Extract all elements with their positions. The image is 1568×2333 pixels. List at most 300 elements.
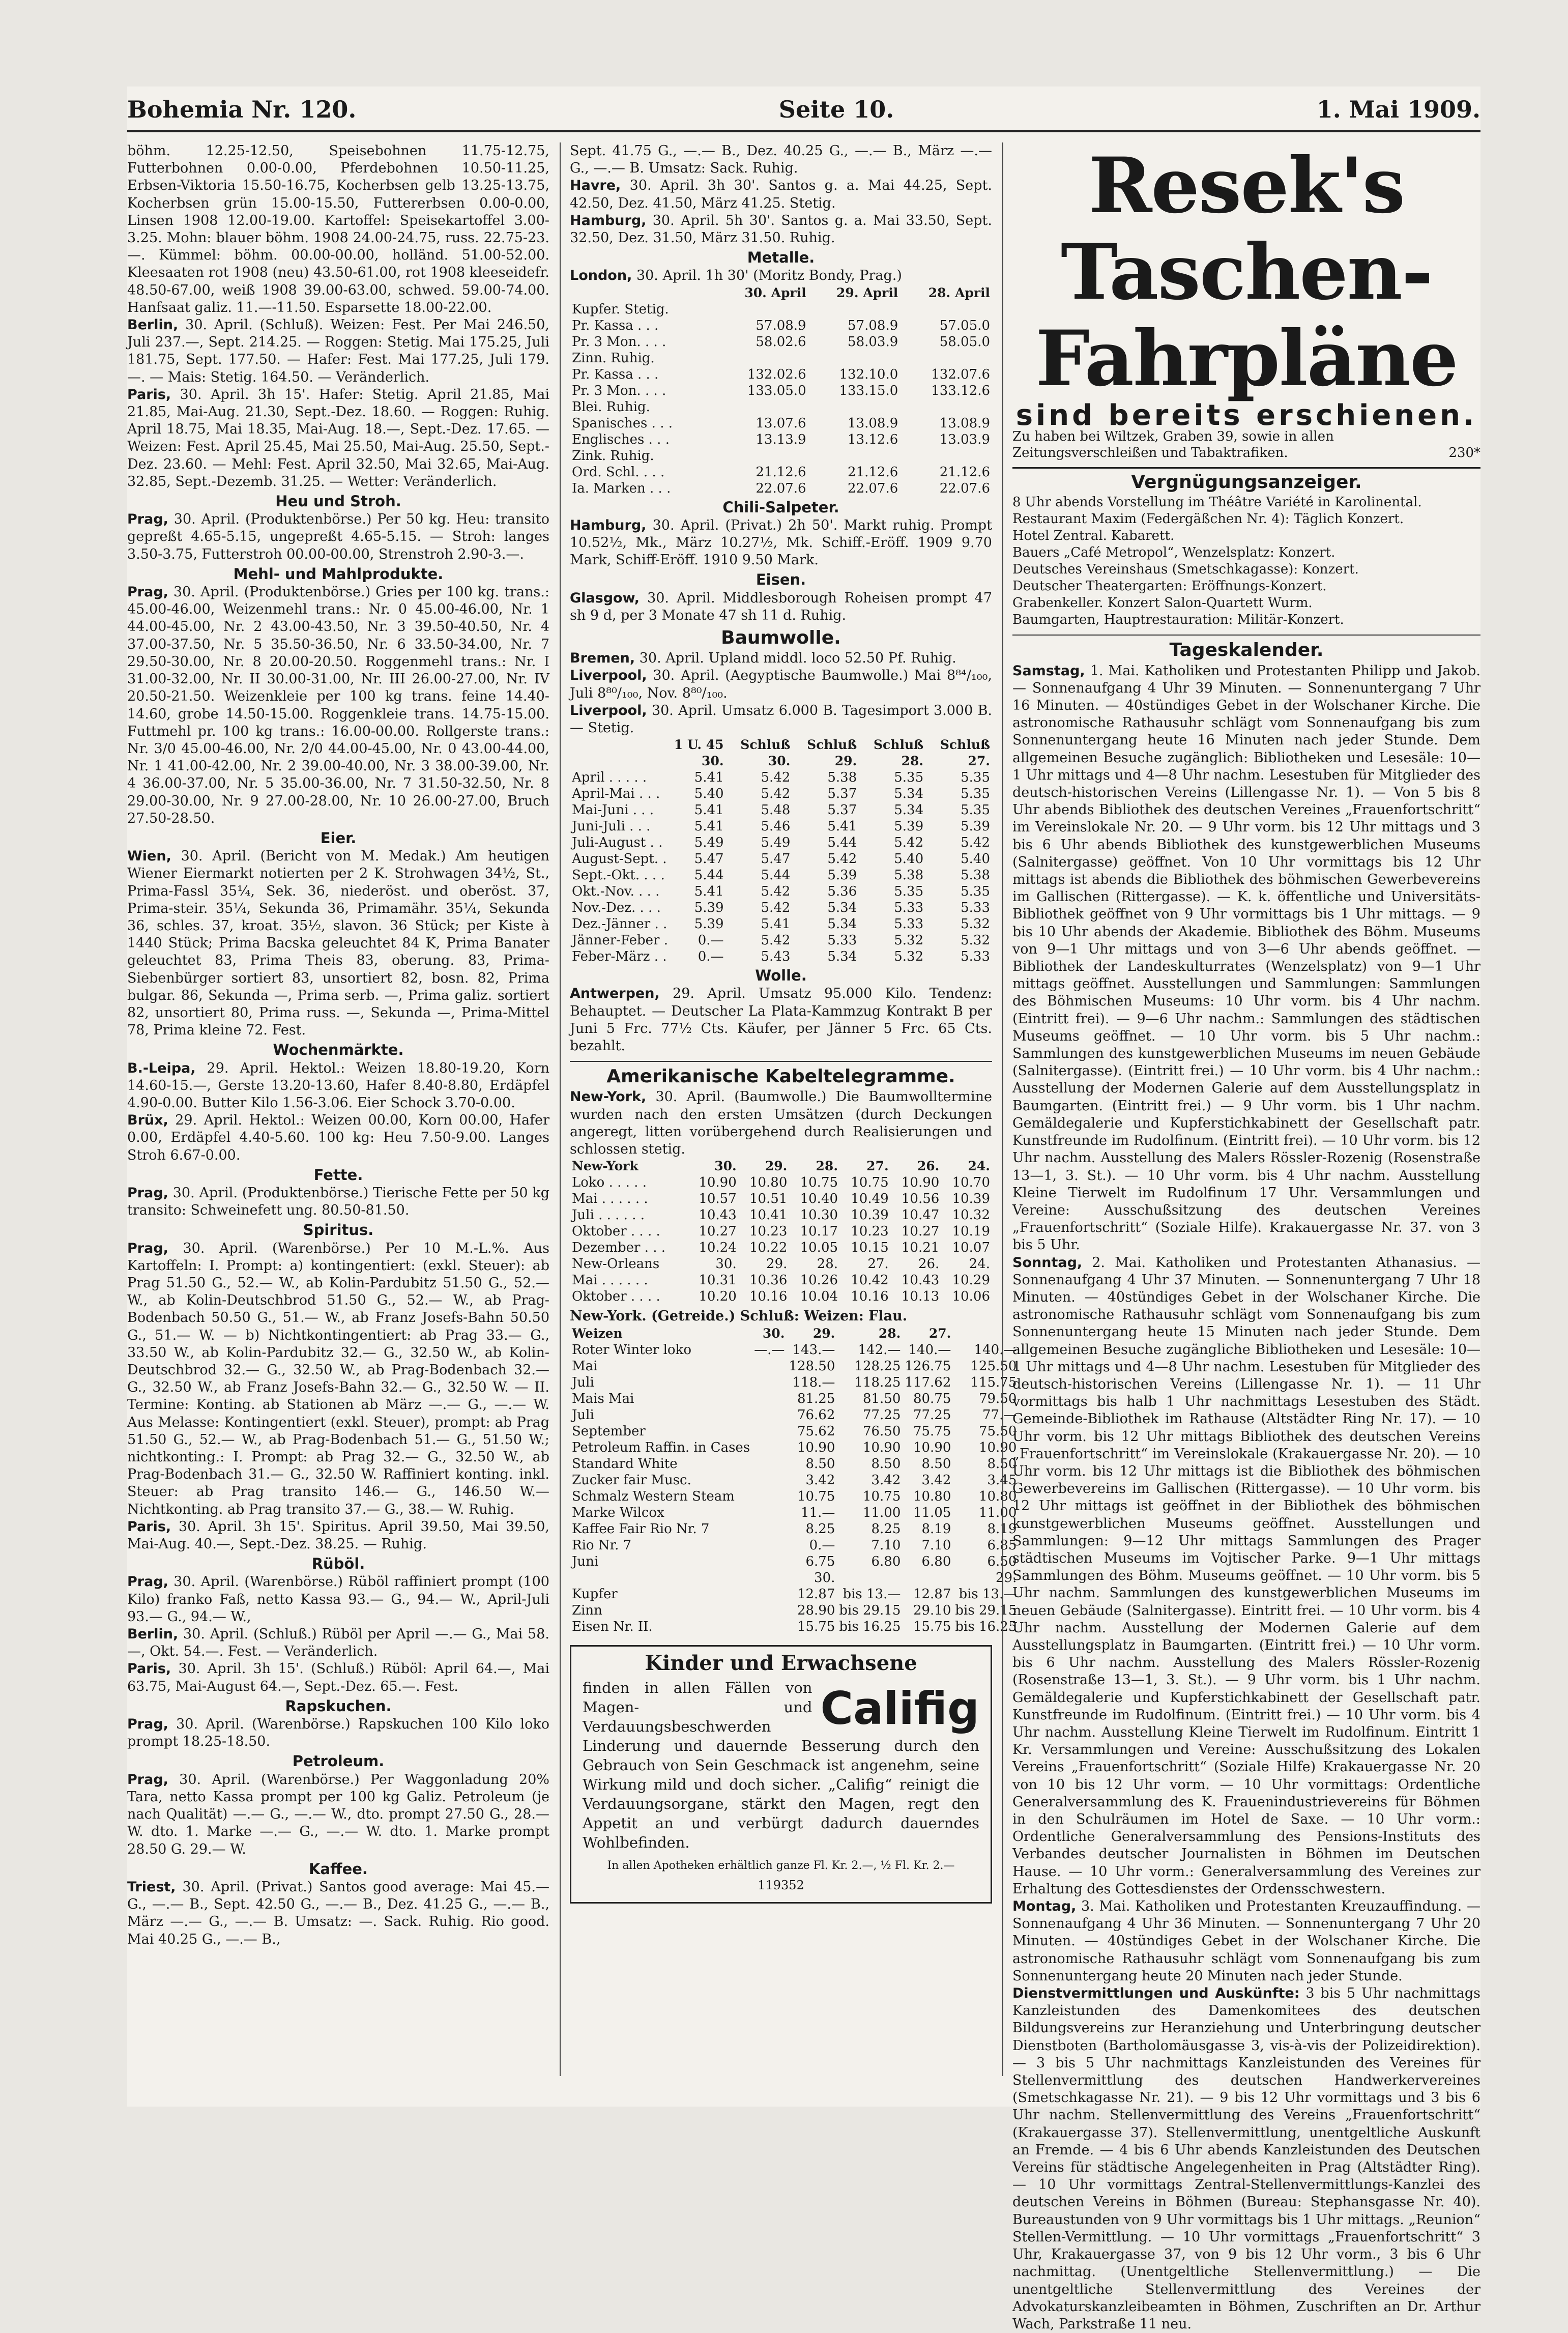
table-cell: 5.41	[761, 916, 791, 932]
table-cell: 29.	[996, 1570, 1017, 1586]
table-cell: 3.42	[805, 1472, 835, 1488]
table-cell: 77.25	[862, 1407, 901, 1423]
table-cell: 132.02.6	[747, 366, 806, 382]
table-cell: Kupfer	[572, 1586, 618, 1602]
table-cell: 10.27	[901, 1224, 940, 1240]
table-cell: 21.12.6	[939, 464, 990, 480]
table-cell: 81.50	[862, 1391, 901, 1406]
table-cell: 5.48	[761, 802, 791, 818]
table-cell	[903, 1570, 953, 1586]
ruboel-paris: Paris, 30. April. 3h 15'. (Schluß.) Rüböl: April 64.—, Mai 63.75, Mai-August 64.—, Sept.-Dez. 65.—. Fest.	[127, 1661, 549, 1694]
resek-title-1: Resek's	[1088, 141, 1405, 231]
table-cell: 8.50	[805, 1456, 835, 1472]
table-cell: 125.50	[970, 1358, 1017, 1374]
table-cell: 5.32	[894, 949, 924, 965]
leipa-report: B.-Leipa, 29. April. Hektol.: Weizen 18.80-19.20, Korn 14.60-15.—, Gerste 13.20-13.60, Hafer 8.40-8.80, Erdäpfel 4.90-0.00. Butter Kilo 1.56-3.06. Eier Schock 3.70-0.00.	[127, 1060, 549, 1111]
table-cell: Sept.-Okt. . . .	[572, 868, 665, 883]
table-cell: Jänner-Feber .	[572, 933, 669, 948]
section-title-baumwolle: Baumwolle.	[721, 627, 841, 649]
table-cell: 79.50	[978, 1391, 1017, 1406]
table-cell	[900, 448, 992, 464]
table-cell: 142.—	[858, 1342, 901, 1358]
table-cell: bis 13.—	[843, 1586, 901, 1602]
table-cell: 5.32	[961, 933, 990, 948]
table-cell: Ia. Marken . . .	[572, 480, 671, 496]
table-header-cell: 29. April	[836, 285, 898, 300]
table-cell: 10.36	[749, 1273, 788, 1288]
table-cell: 8.50	[987, 1456, 1017, 1472]
table-row	[570, 464, 992, 480]
table-cell: Pr. 3 Mon. . . .	[572, 383, 666, 398]
table-cell: Eisen Nr. II.	[572, 1619, 653, 1634]
table-header-cell: Schluß 29.	[807, 737, 857, 769]
table-cell: 28.	[817, 1256, 838, 1272]
table-cell: 10.56	[901, 1191, 940, 1207]
mehl-report: Prag, 30. April. (Produktenbörse.) Gries per 100 kg. trans.: 45.00-46.00, Weizenmehl trans.: Nr. 0 45.00-46.00, Nr. 1 44.00-45.00, Nr. 2 43.00-43.50, Nr. 3 39.50-40.50, Nr. 4 37.00-37.50, Nr. 5 35.50-36.50, Nr. 6 33.50-34.00, Nr. 7 29.50-30.00, Nr. 8 20.00-20.50. Roggenmehl trans.: Nr. I 31.00-32.00, Nr. II 30.00-31.00, Nr. III 26.00-27.00, Nr. IV 20.50-21.50. Weizenkleie per 100 kg trans. feine 14.40-14.60, grobe 14.50-15.00. Roggenkleie trans. 14.75-15.00. Futtmehl pr. 100 kg trans.: 16.00-00.00. Rollgerste trans.: Nr. 3/0 45.00-46.00, Nr. 2/0 44.00-45.00, Nr. 0 43.00-44.00, Nr. 1 41.00-42.00, Nr. 2 39.00-40.00, Nr. 3 38.00-39.00, Nr. 4 36.00-37.00, Nr. 5 35.00-36.00, Nr. 7 31.50-32.50, Nr. 8 29.00-30.00, Nr. 9 27.00-28.00, Nr. 10 26.00-27.00, Bruch 27.50-28.50.	[127, 584, 549, 826]
table-cell: 57.05.0	[939, 318, 990, 333]
table-row	[570, 932, 992, 948]
table-header-cell: Weizen	[572, 1326, 623, 1341]
list-item: Grabenkeller. Konzert Salon-Quartett Wurm.	[1012, 595, 1313, 611]
metalle-london: London, 30. April. 1h 30' (Moritz Bondy, Prag.)	[570, 268, 902, 284]
table-cell: 26.	[918, 1256, 940, 1272]
table-header-cell: 26.	[917, 1159, 940, 1174]
table-cell: Mai . . . . . .	[572, 1191, 648, 1207]
table-cell: Ord. Schl. . . .	[572, 464, 665, 480]
table-cell: 5.33	[827, 933, 857, 948]
table-cell: 12.87	[797, 1586, 835, 1602]
table-cell: 5.44	[827, 835, 857, 851]
table-header-row	[570, 285, 992, 301]
table-cell: 3.42	[921, 1472, 951, 1488]
table-cell: 5.34	[894, 802, 924, 818]
table-cell: 27.	[867, 1256, 889, 1272]
table-cell: Roter Winter loko	[572, 1342, 691, 1358]
table-cell: 10.75	[797, 1488, 835, 1504]
table-cell: 5.35	[961, 802, 990, 818]
table-cell: 10.24	[699, 1240, 737, 1256]
dienstvermittlung: Dienstvermittlungen und Auskünfte: 3 bis 5 Uhr nachmittags Kanzleistunden des Damenkomitees des deutschen Bildungsvereins zur Heranziehung und Unterbringung deutscher Dienstboten (Bartholomäusgasse 3, vis-à-vis der Polizeidirektion). — 3 bis 5 Uhr nachmittags Kanzleistunden des Vereines für Stellenvermittlung des deutschen Handwerkervereines (Smetschkagasse Nr. 21). — 9 bis 12 Uhr vormittags und 3 bis 6 Uhr nachm. Stellenvermittlung des Vereins „Frauenfortschritt“ (Krakauergasse 37). Stellenvermittlung, unentgeltliche Auskunft an Fremde. — 4 bis 6 Uhr abends Kanzleistunden des Deutschen Vereins für städtische Angelegenheiten in Prag (Altstädter Ring). — 10 Uhr vormittags Zentral-Stellenvermittlungs-Kanzlei des deutschen Vereins in Böhmen (Bureau: Stephansgasse Nr. 40). Bureaustunden von 9 Uhr vormittags bis 1 Uhr mittags. „Reunion“ Stellen-Vermittlung. — 10 Uhr vormittags „Frauenfortschritt“ 3 Uhr, Krakauergasse 37, von 9 bis 12 Uhr vorm., 3 bis 6 Uhr nachmittag. (Unentgeltliche Stellenvermittlung.) — Die unentgeltliche Stellenvermittlung des Vereines der Advokaturskanzleibeamten in Böhmen, Zuschriften an Dr. Arthur Wach, Parkstraße 11 neu.	[1012, 1985, 1481, 2332]
table-row	[570, 1391, 1019, 1407]
table-cell	[808, 448, 901, 464]
table-cell: bis 29.15	[955, 1602, 1017, 1618]
table-cell: 13.03.9	[939, 431, 990, 447]
table-cell: 5.35	[961, 786, 990, 802]
brux-report: Brüx, 29. April. Hektol.: Weizen 00.00, Korn 00.00, Hafer 0.00, Erdäpfel 4.40-5.60. 100 kg: Heu 7.50-9.00. Langes Stroh 6.67-0.00.	[127, 1112, 549, 1163]
table-cell: Dez.-Jänner . .	[572, 916, 667, 932]
califig-advertisement	[570, 1645, 992, 1904]
section-title-heu: Heu und Stroh.	[275, 493, 401, 510]
table-cell	[900, 350, 992, 366]
califig-text: finden in allen Fällen von Magen- und Verdauungsbeschwerden Linderung und dauernde Besserung durch den Gebrauch von Sein Geschmack ist angenehm, seine Wirkung mild und doch sicher. „Califig“ reinigt die Verdauungsorgane, stärkt den Magen, regt den Appetit an und verbürgt dadurch dauerndes Wohlbefinden.	[583, 1679, 979, 1851]
tag-sonntag: Sonntag, 2. Mai. Katholiken und Protestanten Athanasius. — Sonnenaufgang 4 Uhr 37 Minuten. — Sonnenuntergang 7 Uhr 18 Minuten. — 40stündiges Gebet in der Wolschaner Kirche. Die astronomische Rathausuhr schlägt vom Sonnenaufgang bis zum Sonnenuntergang heute 15 Minuten nach jeder Stunde. Dem allgemeinen Besuche zugängliche Bibliotheken und Lesesäle: 10—1 Uhr mittags und 4—8 Uhr nachm. Lesestuben für Mitglieder des deutsch-historischen Vereins (Lillengasse Nr. 1). — 11 Uhr vormittags bis halb 1 Uhr nachmittags Lesestuben des Städt. Gemeinde-Bibliothek im Rathause (Altstädter Ring Nr. 17). — 10 Uhr vorm. bis 12 Uhr mittags Bibliothek des deutschen Vereins „Frauenfortschritt“ im Vereinslokale (Krakauergasse Nr. 20). — 10 Uhr vorm. bis 12 Uhr mittags ist die Bibliothek des böhmischen Gewerbevereins im Gallischen (Rittergasse). — 10 Uhr vorm. bis 12 Uhr mittags ist geöffnet in der Bibliothek des böhmischen kunstgewerblichen Museums geöffnet. Ausstellungen und Sammlungen: 9—12 Uhr mittags Sammlungen des Prager städtischen Museums im Vojtischer Parke. 9—1 Uhr mittags Sammlungen des Böhm. Museums geöffnet. — 10 Uhr vorm. bis 5 Uhr nachm. Sammlungen des kunstgewerblichen Museums im neuen Gebäude (Salnitergasse). Eintritt frei. — 10 Uhr vorm. bis 4 Uhr nachm. Ausstellung der Modernen Galerie auf dem Ausstellungsplatz in Baumgarten. (Eintritt frei.) — 10 Uhr vorm. bis 6 Uhr nachm. Ausstellung des Malers Rössler-Rozenig (Rosenstraße 13—1, 3. St.). — 9 Uhr vorm. bis 1 Uhr nachm. Gemäldegalerie und Kupferstichkabinett der Gesellschaft patr. Kunstfreunde im Rudolfinum. (Eintritt frei.) — 10 Uhr vorm. bis 4 Uhr nachm. Ausstellung Kleine Tierwelt im Rudolfinum. Eintritt 1 Kr. Versammlungen und Vereine: Ausschußsitzung des Lokalen Vereins „Frauenfortschritt“ (Soziale Hilfe) Krakauergasse Nr. 20 von 10 bis 12 Uhr vorm. — 10 Uhr vormittags: Ordentliche Generalversammlung des K. Frauenindustrievereins für Böhmen in den Schulräumen im Hotel de Saxe. — 10 Uhr vorm.: Ordentliche Generalversammlung des Pensions-Instituts des Verbandes deutscher Journalisten in Böhmen im Deutschen Hause. — 10 Uhr vorm.: Generalversammlung des Vereines zur Erhaltung des Gottesdienstes der Ordensschwestern.	[1012, 1254, 1480, 1897]
table-cell: 126.75	[905, 1358, 951, 1374]
table-cell: 8.19	[921, 1521, 951, 1537]
vergnuegung-list	[1012, 494, 1480, 628]
table-cell: 21.12.6	[848, 464, 898, 480]
table-cell: 12.87	[913, 1586, 951, 1602]
table-cell: 5.43	[761, 949, 791, 965]
table-cell: 8.25	[805, 1521, 835, 1537]
table-row	[570, 834, 992, 851]
table-cell: 143.—	[792, 1342, 835, 1358]
table-row	[570, 867, 992, 883]
table-row	[570, 1553, 1019, 1570]
table-cell: 10.80	[913, 1488, 951, 1504]
section-title-vergnuegung: Vergnügungsanzeiger.	[1131, 472, 1362, 493]
table-cell: 13.08.9	[939, 415, 990, 431]
table-cell: 5.40	[894, 851, 924, 867]
table-cell: 117.62	[905, 1374, 951, 1390]
table-row	[570, 1472, 1019, 1488]
table-header-cell: 27.	[928, 1326, 951, 1341]
table-cell: 5.33	[894, 900, 924, 916]
list-item: Deutscher Theatergarten: Eröffnungs-Konzert.	[1012, 579, 1327, 594]
table-cell: 5.34	[827, 916, 857, 932]
table-cell: 3.45	[987, 1472, 1017, 1488]
kaffee-cont: Sept. 41.75 G., —.— B., Dez. 40.25 G., —.— B., März —.— G., —.— B. Umsatz: Sack. Ruhig.	[570, 143, 992, 177]
table-cell: 77.—	[982, 1407, 1017, 1423]
table-cell	[752, 1505, 787, 1521]
table-cell: Blei. Ruhig.	[572, 399, 650, 415]
table-cell: 10.57	[699, 1191, 737, 1207]
ny-grain-title: New-York. (Getreide.) Schluß: Weizen: Flau.	[570, 1308, 908, 1324]
table-cell: 10.15	[851, 1240, 889, 1256]
section-title-chili: Chili-Salpeter.	[722, 498, 839, 516]
table-row	[570, 1374, 1019, 1391]
table-cell: Juli . . . . . .	[572, 1207, 645, 1223]
table-cell: 133.15.0	[839, 383, 898, 398]
table-cell: 5.39	[961, 819, 990, 834]
table-cell: 10.04	[800, 1289, 838, 1305]
ny-cotton-text: New-York, 30. April. (Baumwolle.) Die Baumwolltermine wurden nach den ersten Umsätzen (durch Deckungen angeregt, litten vorübergehend durch Realisierungen und schlossen stetig.	[570, 1089, 992, 1158]
table-cell: 5.38	[894, 868, 924, 883]
table-cell: 5.35	[961, 770, 990, 786]
eisen-report: Glasgow, 30. April. Middlesborough Roheisen prompt 47 sh 9 d, per 3 Monate 47 sh 11 d. Ruhig.	[570, 590, 992, 623]
table-cell: New-Orleans	[572, 1256, 660, 1272]
table-cell: 5.37	[827, 786, 857, 802]
table-row	[570, 786, 992, 802]
resek-title-2: Taschen-	[1060, 227, 1433, 317]
table-cell: 10.05	[800, 1240, 838, 1256]
table-cell: 132.10.0	[839, 366, 898, 382]
table-header-cell: 30.	[762, 1326, 785, 1341]
baumwolle-bremen: Bremen, 30. April. Upland middl. loco 52.50 Pf. Ruhig.	[570, 650, 956, 667]
table-cell: Zinn. Ruhig.	[572, 350, 655, 366]
table-cell: Zinn	[572, 1602, 602, 1618]
spiritus-prag: Prag, 30. April. (Warenbörse.) Per 10 M.-L.%. Aus Kartoffeln: I. Prompt: a) kontingentiert: (exkl. Steuer): ab Prag 51.50 G., 52.— W., ab Kolin-Pardubitz 51.50 G., 52.— W., ab Kolin-Deutschbrod 51.50 G., 52.— W., ab Prag-Bodenbach 50.50 G., 51.— W., ab Franz Josefs-Bahn 50.50 G., 51.— W. — b) Nichtkontingentiert: ab Prag 33.— G., 33.50 W., ab Kolin-Pardubitz 32.— G., 32.50 W., ab Kolin-Deutschbrod 32.— G., 32.50 W., ab Prag-Bodenbach 32.— G., 32.50 W., ab Franz Josefs-Bahn 32.— G., 32.50 W. — II. Termine: Konting. ab Stationen ab März —.— G., —.— W. Aus Melasse: Kontingentiert (exkl. Steuer), prompt: ab Prag 51.50 G., 52.— W., ab Prag-Bodenbach 51.— G., 51.50 W.; nichtkonting.: I. Prompt: ab Prag 32.— G., 32.50 W., ab Prag-Bodenbach 31.— G., 32.50 W. Raffiniert konting. inkl. Steuer: ab Prag transito 146.— G., 146.50 W.— Nichtkonting. ab Prag transito 37.— G., 38.— W. Ruhig.	[127, 1240, 549, 1517]
table-cell: 0.—	[698, 933, 724, 948]
table-row	[570, 1439, 1019, 1456]
column-divider-2	[1002, 142, 1003, 2076]
table-header-cell: 29.	[812, 1326, 835, 1341]
section-title-eier: Eier.	[320, 829, 357, 847]
table-cell	[808, 350, 901, 366]
table-cell: 57.08.9	[756, 318, 806, 333]
table-cell: bis 16.25	[955, 1619, 1017, 1634]
table-row	[570, 1207, 992, 1223]
table-cell: 5.41	[694, 819, 724, 834]
header-date: 1. Mai 1909.	[1316, 96, 1480, 123]
list-item: Baumgarten, Hauptrestauration: Militär-Konzert.	[1012, 612, 1344, 628]
list-item: Hotel Zentral. Kabarett.	[1012, 528, 1175, 544]
table-row	[570, 366, 992, 383]
paris-grain: Paris, 30. April. 3h 15'. Hafer: Stetig. April 21.85, Mai 21.85, Mai-Aug. 21.30, Sept.-Dez. 18.60. — Roggen: Ruhig. April 18.75, Mai 18.35, Mai-Aug. 18.—, Sept.-Dez. 17.65. — Weizen: Fest. April 25.45, Mai 25.50, Mai-Aug. 25.50, Sept.-Dez. 23.60. — Mehl: Fest. April 32.50, Mai 32.65, Mai-Aug. 32.85, Sept.-Dezemb. 31.25. — Wetter: Veränderlich.	[127, 386, 549, 489]
table-cell: 10.75	[800, 1175, 838, 1191]
table-header-cell: 30.	[714, 1159, 737, 1174]
table-cell: 22.07.6	[848, 480, 898, 496]
table-cell: Feber-März . .	[572, 949, 667, 965]
table-row	[570, 916, 992, 932]
section-title-spiritus: Spiritus.	[303, 1221, 374, 1239]
table-cell: 5.39	[694, 916, 724, 932]
table-cell: 30.	[715, 1256, 737, 1272]
table-cell: 5.40	[961, 851, 990, 867]
table-header-cell: 29.	[765, 1159, 788, 1174]
tag-samstag: Samstag, 1. Mai. Katholiken und Protestanten Philipp und Jakob. — Sonnenaufgang 4 Uhr 39 Minuten. — Sonnenuntergang 7 Uhr 16 Minuten. — 40stündiges Gebet in der Wolschaner Kirche. Die astronomische Rathausuhr schlägt vom Sonnenaufgang bis zum Sonnenuntergang heute 16 Minuten nach jeder Stunde. Dem allgemeinen Besuche zugänglich: Bibliotheken und Lesesäle: 10—1 Uhr mittags und 4—8 Uhr nachm. Lesestuben für Mitglieder des deutsch-historischen Vereins (Lillengasse Nr. 1). — Von 5 bis 8 Uhr abends Bibliothek des deutschen Vereines „Frauenfortschritt“ im Vereinslokale Nr. 20. — 9 Uhr vorm. bis 12 Uhr mittags und 3 bis 6 Uhr abends Bibliothek des kunstgewerblichen Museums (Salnitergasse) geöffnet. Von 10 Uhr vormittags bis 12 Uhr mittags ist abends die Bibliothek des böhmischen Gewerbevereins im Gallischen (Rittergasse). — K. k. öffentliche und Universitäts-Bibliothek geöffnet von 9 Uhr vormittags bis 1 Uhr mittags. — 9 bis 10 Uhr abends der Akademie. Bibliothek des Böhm. Museums von 9—1 Uhr mittags und von 3—6 Uhr abends geöffnet. — Bibliothek der Landeskulturrates (Wenzelsplatz) von 9—1 Uhr mittags geöffnet. Ausstellungen und Sammlungen: Sammlungen des Böhmischen Museums: 10 Uhr vorm. bis 4 Uhr nachm. (Eintritt frei). — 9—6 Uhr nachm.: Sammlungen des städtischen Museums geöffnet. — 10 Uhr vorm. bis 5 Uhr nachm.: Sammlungen des kunstgewerblichen Museums im neuen Gebäude (Salnitergasse). (Eintritt frei.) — 10 Uhr vorm. bis 4 Uhr nachm.: Ausstellung der Modernen Galerie auf dem Ausstellungsplatz in Baumgarten. (Eintritt frei.) — 9 Uhr vorm. bis 1 Uhr nachm. Gemäldegalerie und Kupferstichkabinett der Gesellschaft patr. Kunstfreunde im Rudolfinum. (Eintritt frei). — 10 Uhr vorm. bis 12 Uhr nachm. Ausstellung des Malers Rössler-Rozenig (Rosenstraße 13—1, 3. St.). — 10 Uhr vorm. bis 4 Uhr nachm. Ausstellung Kleine Tierwelt im Rudolfinum 17 Uhr. Versammlungen und Vereine: Ausschußsitzung des deutschen Vereines „Frauenfortschritt“ (Soziale Hilfe). Krakauergasse Nr. 37. von 3 bis 5 Uhr.	[1012, 663, 1480, 1253]
table-cell: Standard White	[572, 1456, 678, 1472]
resek-advertisement	[1012, 142, 1480, 469]
table-cell: Mai	[572, 1358, 598, 1374]
table-cell: 5.41	[694, 802, 724, 818]
table-cell: 77.25	[913, 1407, 951, 1423]
table-row	[570, 1488, 1019, 1505]
table-cell: 5.36	[827, 884, 857, 900]
table-cell: 0.—	[809, 1537, 835, 1553]
kaffee-hamburg: Hamburg, 30. April. 5h 30'. Santos g. a. Mai 33.50, Sept. 32.50, Dez. 31.50, März 31.50. Ruhig.	[570, 212, 992, 246]
section-title-eisen: Eisen.	[756, 571, 806, 589]
table-cell: 5.38	[961, 868, 990, 883]
table-cell: 5.46	[761, 819, 791, 834]
table-row	[570, 1240, 992, 1256]
table-cell: Juli-August . .	[572, 835, 663, 851]
table-cell: 140.—	[974, 1342, 1017, 1358]
table-cell	[752, 1456, 787, 1472]
table-cell	[570, 1570, 752, 1586]
table-cell: 5.33	[961, 949, 990, 965]
table-cell: 5.35	[894, 884, 924, 900]
table-cell: 5.49	[761, 835, 791, 851]
table-cell: 5.39	[694, 900, 724, 916]
table-row	[570, 448, 992, 464]
table-cell: 10.80	[978, 1488, 1017, 1504]
table-cell: 10.32	[952, 1207, 990, 1223]
table-cell: 11.05	[913, 1505, 951, 1520]
table-cell: 29.10	[913, 1602, 951, 1618]
table-row	[570, 1342, 1019, 1358]
kaffee-havre: Havre, 30. April. 3h 30'. Santos g. a. Mai 44.25, Sept. 42.50, Dez. 41.50, März 41.25. Stetig.	[570, 178, 992, 211]
table-cell: Zucker fair Musc.	[572, 1472, 691, 1488]
ny-grain-table	[570, 1326, 1019, 1635]
section-title-wochenmaerkte: Wochenmärkte.	[273, 1041, 404, 1059]
table-cell: 15.75	[797, 1619, 835, 1634]
table-cell: 81.25	[797, 1391, 835, 1406]
table-cell: 5.38	[827, 770, 857, 786]
table-cell	[752, 1521, 787, 1537]
table-cell: 10.07	[952, 1240, 990, 1256]
table-cell: 118.25	[854, 1374, 901, 1390]
table-cell	[716, 301, 808, 318]
table-cell: 5.41	[694, 770, 724, 786]
table-cell: 10.39	[952, 1191, 990, 1207]
chili-report: Hamburg, 30. April. (Privat.) 2h 50'. Markt ruhig. Prompt 10.52½, Mk., März 10.27½, Mk. Schiff.-Eröff. 1909 9.70 Mark, Schiff-Eröff. 1910 9.50 Mark.	[570, 517, 992, 568]
table-row	[570, 851, 992, 867]
table-row	[570, 1174, 992, 1191]
table-cell: 11.00	[978, 1505, 1017, 1520]
table-cell: 11.00	[862, 1505, 901, 1520]
table-cell: 10.90	[699, 1175, 737, 1191]
table-cell: Schmalz Western Steam	[572, 1488, 735, 1504]
table-cell: 5.49	[694, 835, 724, 851]
table-cell: Pr. Kassa . . .	[572, 366, 659, 382]
table-cell: Mai . . . . . .	[572, 1273, 648, 1288]
table-header-cell: 1 U. 45 30.	[674, 737, 724, 769]
table-cell: 10.75	[862, 1488, 901, 1504]
table-cell: 10.90	[913, 1439, 951, 1455]
table-cell	[900, 301, 992, 318]
table-header-row	[570, 1326, 1019, 1342]
table-row	[570, 769, 992, 786]
table-cell: 58.05.0	[939, 334, 990, 350]
table-cell: 5.35	[894, 770, 924, 786]
table-cell: 5.34	[894, 786, 924, 802]
table-cell: 28.90	[797, 1602, 835, 1618]
table-cell	[716, 399, 808, 415]
table-cell: April-Mai . . .	[572, 786, 660, 802]
table-cell: 6.80	[871, 1553, 901, 1569]
table-cell: 10.75	[851, 1175, 889, 1191]
table-cell: 75.62	[797, 1423, 835, 1439]
table-cell: 10.31	[699, 1273, 737, 1288]
table-cell: 10.23	[749, 1224, 788, 1240]
resek-text: Zu haben bei Wiltzek, Graben 39, sowie in allen Zeitungsverschleißen und Tabaktrafiken. 230*	[1012, 429, 1480, 461]
table-cell: 22.07.6	[939, 480, 990, 496]
table-cell	[752, 1391, 787, 1407]
table-row	[570, 1586, 1019, 1602]
table-cell	[716, 448, 808, 464]
section-title-tageskalender: Tageskalender.	[1169, 640, 1324, 661]
berlin-grain: Berlin, 30. April. (Schluß). Weizen: Fest. Per Mai 246.50, Juli 237.—, Sept. 214.25. — Roggen: Stetig. Mai 175.25, Juli 181.75, Sept. 177.50. — Hafer: Fest. Mai 177.25, Juli 179.—. — Mais: Stetig. 164.50. — Veränderlich.	[127, 317, 549, 385]
divider	[570, 1061, 992, 1062]
table-cell: Marke Wilcox	[572, 1505, 664, 1520]
table-cell: 8.25	[871, 1521, 901, 1537]
table-cell: 10.23	[851, 1224, 889, 1240]
table-cell: 10.43	[901, 1273, 940, 1288]
table-cell: 10.80	[749, 1175, 788, 1191]
table-row	[570, 431, 992, 448]
header-rule	[127, 130, 1480, 132]
table-row	[570, 480, 992, 497]
table-row	[570, 1505, 1019, 1521]
table-cell: 10.51	[749, 1191, 788, 1207]
table-cell: 10.19	[952, 1224, 990, 1240]
table-cell: 10.20	[699, 1289, 737, 1305]
table-cell: 118.—	[792, 1374, 835, 1390]
table-cell: 13.07.6	[756, 415, 806, 431]
table-row	[570, 1570, 1019, 1586]
califig-headline: Kinder und Erwachsene	[645, 1651, 917, 1675]
table-cell: 10.27	[699, 1224, 737, 1240]
table-row	[570, 1191, 992, 1207]
table-cell	[900, 399, 992, 415]
tag-montag: Montag, 3. Mai. Katholiken und Protestanten Kreuzauffindung. — Sonnenaufgang 4 Uhr 36 Minuten. — Sonnenuntergang 7 Uhr 20 Minuten. — 40stündiges Gebet in der Wolschaner Kirche. Die astronomische Rathausuhr schlägt vom Sonnenaufgang bis zum Sonnenuntergang heute 20 Minuten nach jeder Stunde.	[1012, 1898, 1480, 1984]
table-row	[570, 350, 992, 366]
table-cell: 5.42	[827, 851, 857, 867]
table-cell: 5.42	[761, 884, 791, 900]
table-cell: 5.39	[894, 819, 924, 834]
table-cell: Juni	[572, 1553, 599, 1569]
table-cell: 5.33	[961, 900, 990, 916]
table-cell: 10.40	[800, 1191, 838, 1207]
table-cell: 6.50	[987, 1553, 1017, 1569]
table-cell: Oktober . . . .	[572, 1289, 660, 1305]
raps-report: Prag, 30. April. (Warenbörse.) Rapskuchen 100 Kilo loko prompt 18.25-18.50.	[127, 1716, 549, 1750]
table-header-cell: New-York	[572, 1159, 638, 1174]
table-cell: 6.80	[921, 1553, 951, 1569]
baumwolle-liverpool-2: Liverpool, 30. April. Umsatz 6.000 B. Tagesimport 3.000 B. — Stetig.	[570, 702, 992, 736]
table-cell: Mais Mai	[572, 1391, 634, 1406]
eier-report: Wien, 30. April. (Bericht von M. Medak.) Am heutigen Wiener Eiermarkt notierten per 2 K. Strohwagen 34½, St., Prima-Fassl 35¼, Sek. 36, niederöst. und oberöst. 37, Prima-steir. 35¼, Sekunda 36, Primamähr. 35¼, Sekunda 36, schles. 37, kroat. 35½, slavon. 36 Stück; per Kiste à 1440 Stück; Prima Bacska geleuchtet 84 K, Prima Banater geleuchtet 83, Prima Theis 83, oberung. 83, Prima-Siebenbürger sortiert 83, unsortiert 82, bosn. 82, Prima bulgar. 86, Sekunda —, Prima serb. —, Prima galiz. sortiert 82, unsortiert 80, Prima russ. —, Sekunda —, Prima-Mittel 78, Prima kleine 72. Fest.	[127, 848, 549, 1039]
table-cell	[752, 1439, 787, 1456]
section-title-wolle: Wolle.	[755, 967, 807, 985]
table-cell: 5.33	[894, 916, 924, 932]
table-cell: 5.34	[827, 900, 857, 916]
column-divider-1	[560, 142, 561, 2076]
table-row	[570, 301, 992, 318]
section-title-amerikanische: Amerikanische Kabeltelegramme.	[606, 1066, 955, 1087]
table-cell: 140.—	[908, 1342, 951, 1358]
table-row	[570, 1619, 1019, 1635]
table-row	[570, 802, 992, 818]
table-row	[570, 1423, 1019, 1439]
table-cell	[752, 1374, 787, 1391]
table-cell: Pr. Kassa . . .	[572, 318, 659, 333]
table-cell	[752, 1553, 787, 1570]
ny-cotton-table	[570, 1158, 992, 1305]
table-row	[570, 1521, 1019, 1537]
table-cell: 133.05.0	[747, 383, 806, 398]
table-row	[570, 318, 992, 334]
grain-intro: böhm. 12.25-12.50, Speisebohnen 11.75-12.75, Futterbohnen 0.00-0.00, Pferdebohnen 10.50-11.25, Erbsen-Viktoria 15.50-16.75, Kocherbsen gelb 13.25-13.75, Kocherbsen grün 15.00-15.50, Futtererbsen 0.00-0.00, Linsen 1908 12.00-19.00. Kartoffel: Speisekartoffel 3.00-3.25. Mohn: blauer böhm. 1908 24.00-24.75, russ. 22.75-23.—. Kümmel: böhm. 00.00-00.00, holländ. 51.00-52.00. Kleesaaten rot 1908 (neu) 43.50-61.00, rot 1908 kleeseidefr. 48.50-67.00, weiß 1908 39.00-63.00, schwed. 59.00-74.00. Hanfsaat galiz. 11.—-11.50. Esparsette 18.00-22.00.	[127, 143, 549, 315]
table-cell: Juli	[572, 1374, 594, 1390]
table-row	[570, 415, 992, 431]
table-row	[570, 818, 992, 834]
table-cell: August-Sept. .	[572, 851, 667, 867]
table-cell: September	[572, 1423, 646, 1439]
table-cell: 5.35	[961, 884, 990, 900]
table-cell: 76.62	[797, 1407, 835, 1423]
table-cell: 21.12.6	[756, 464, 806, 480]
spiritus-paris: Paris, 30. April. 3h 15'. Spiritus. April 39.50, Mai 39.50, Mai-Aug. 40.—, Sept.-Dez. 38.25. — Ruhig.	[127, 1518, 549, 1552]
table-header-cell: 27.	[866, 1159, 889, 1174]
table-cell: 10.90	[978, 1439, 1017, 1455]
table-cell	[808, 301, 901, 318]
table-header-cell	[570, 737, 670, 769]
wolle-report: Antwerpen, 29. April. Umsatz 95.000 Kilo. Tendenz: Behauptet. — Deutscher La Plata-Kammzug Kontrakt B per Juni 5 Frc. 77½ Cts. Käufer, per Jänner 5 Frc. 65 Cts. bezahlt.	[570, 986, 992, 1054]
table-cell: 7.10	[921, 1537, 951, 1553]
table-cell: 10.42	[851, 1273, 889, 1288]
table-cell: Englisches . . .	[572, 431, 670, 447]
section-title-rapskuchen: Rapskuchen.	[285, 1697, 392, 1715]
resek-subtitle: sind bereits erschienen.	[1015, 399, 1477, 432]
section-title-kaffee: Kaffee.	[309, 1860, 368, 1878]
table-header-cell: 30. April	[744, 285, 806, 300]
califig-footer: In allen Apotheken erhältlich ganze Fl. Kr. 2.—, ½ Fl. Kr. 2.—	[607, 1859, 955, 1872]
table-cell: 24.	[969, 1256, 990, 1272]
table-cell	[837, 1570, 903, 1586]
table-cell: 6.85	[987, 1537, 1017, 1553]
table-cell: 10.21	[901, 1240, 940, 1256]
